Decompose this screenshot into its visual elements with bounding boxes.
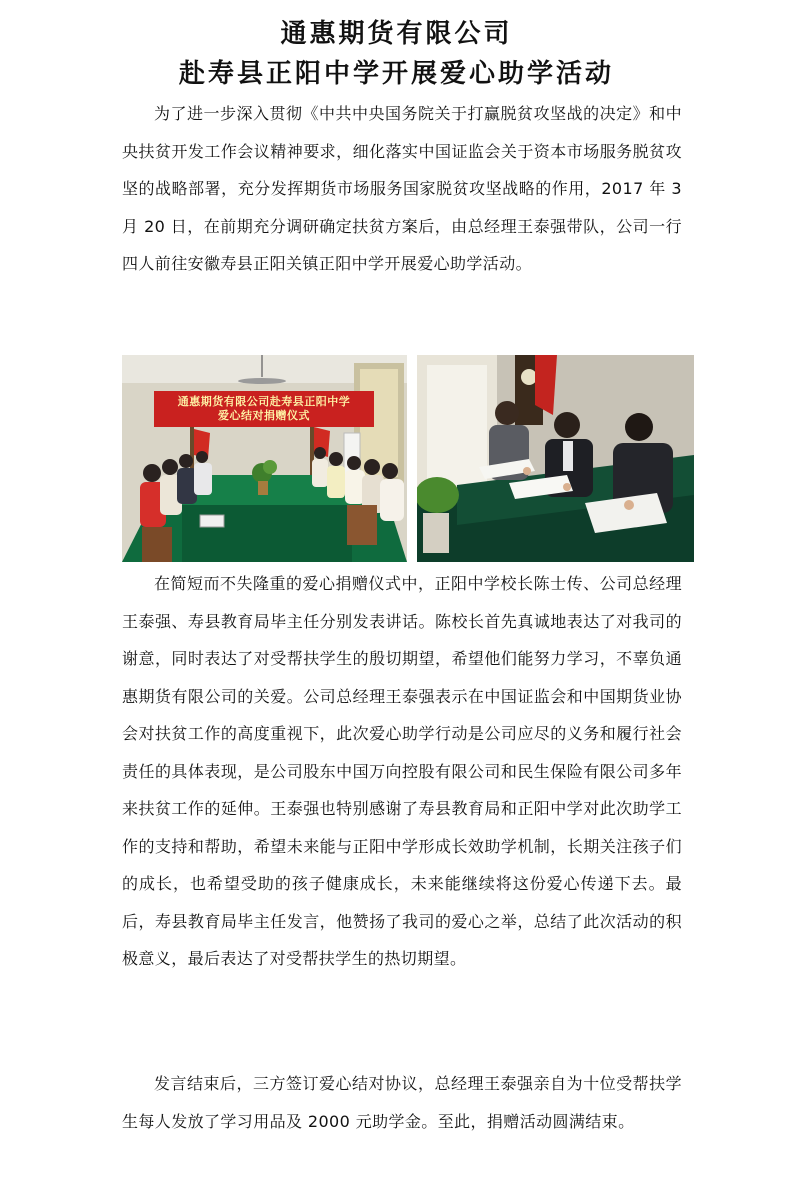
ceremony-photo-illustration <box>122 355 407 562</box>
paragraph-intro: 为了进一步深入贯彻《中共中央国务院关于打赢脱贫攻坚战的决定》和中央扶贫开发工作会议精神要求，细化落实中国证监会关于资本市场服务脱贫攻坚的战略部署，充分发挥期货市场服务国家脱贫攻坚战略的作用，2017 年 3 月 20 日，在前期充分调研确定扶贫方案后，由总经理王泰强带队，公司一行四人前往安徽寿县正阳关镇正阳中学开展爱心助学活动。 <box>122 104 682 273</box>
document-title-line2: 赴寿县正阳中学开展爱心助学活动 <box>178 59 614 89</box>
signing-photo-illustration <box>417 355 694 562</box>
ceremony-banner-line2: 爱心结对捐赠仪式 <box>218 409 310 422</box>
ceremony-banner <box>154 391 374 427</box>
ceremony-banner-line1: 通惠期货有限公司赴寿县正阳中学 <box>177 395 351 408</box>
paragraph-conclusion: 发言结束后，三方签订爱心结对协议，总经理王泰强亲自为十位受帮扶学生每人发放了学习用品及 2000 元助学金。至此，捐赠活动圆满结束。 <box>122 1074 682 1131</box>
paragraph-ceremony: 在简短而不失隆重的爱心捐赠仪式中，正阳中学校长陈士传、公司总经理王泰强、寿县教育局毕主任分别发表讲话。陈校长首先真诚地表达了对我司的谢意，同时表达了对受帮扶学生的殷切期望，希望他们能努力学习，不辜负通惠期货有限公司的关爱。公司总经理王泰强表示在中国证监会和中国期货业协会对扶贫工作的高度重视下，此次爱心助学行动是公司应尽的义务和履行社会责任的具体表现，是公司股东中国万向控股有限公司和民生保险有限公司多年来扶贫工作的延伸。王泰强也特别感谢了寿县教育局和正阳中学对此次助学工作的支持和帮助，希望未来能与正阳中学形成长效助学机制，长期关注孩子们的成长，也希望受助的孩子健康成长，未来能继续将这份爱心传递下去。最后，寿县教育局毕主任发言，他赞扬了我司的爱心之举，总结了此次活动的积极意义，最后表达了对受帮扶学生的热切期望。 <box>122 574 682 968</box>
document-title-line1: 通惠期货有限公司 <box>280 19 513 49</box>
signing-photo <box>417 355 694 562</box>
ceremony-photo <box>122 355 407 562</box>
